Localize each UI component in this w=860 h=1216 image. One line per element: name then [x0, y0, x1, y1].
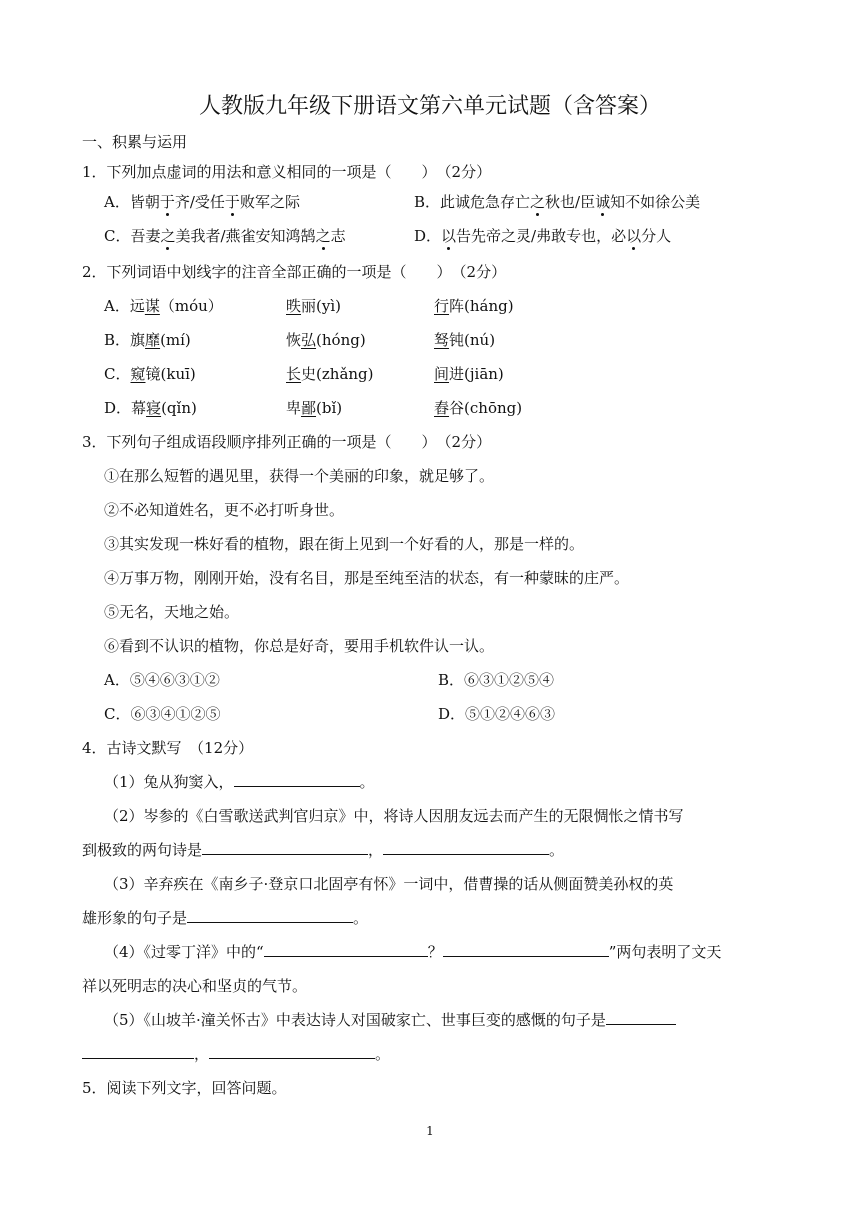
answer-blank[interactable] — [443, 942, 609, 957]
section-heading: 一、积累与运用 — [82, 133, 188, 151]
q2-a-word-3: 行阵(háng) — [434, 297, 514, 315]
question-1-stem: 1．下列加点虚词的用法和意义相同的一项是（ ） （2分） — [82, 163, 492, 181]
question-3-stem: 3．下列句子组成语段顺序排列正确的一项是（ ） （2分） — [82, 433, 492, 451]
q2-d-word-2: 卑鄙(bǐ) — [286, 399, 343, 417]
q2-c-word-2: 长史(zhǎng) — [286, 365, 374, 383]
q2-a-word-2: 昳丽(yì) — [286, 297, 342, 315]
q1-option-b: B．此诚危急存亡之秋也/臣诚知不如徐公美 — [414, 193, 701, 211]
q4-item-4-line-2: 祥以死明志的决心和坚贞的气节。 — [82, 977, 308, 995]
q1-option-d: D．以告先帝之灵/弗敢专也，必以分人 — [414, 227, 672, 245]
q2-option-a: A．远谋（móu） — [104, 297, 223, 315]
q4-item-4-line-1: （4）《过零丁洋》中的“ ？ ”两句表明了文天 — [104, 943, 722, 961]
q3-sentence-2: ②不必知道姓名，更不必打听身世。 — [104, 501, 345, 519]
q2-b-word-3: 驽钝(nú) — [434, 331, 496, 349]
q3-sentence-6: ⑥看到不认识的植物，你总是好奇，要用手机软件认一认。 — [104, 637, 495, 655]
question-2-stem: 2．下列词语中划线字的注音全部正确的一项是（ ） （2分） — [82, 263, 507, 281]
page-number: 1 — [426, 1124, 434, 1138]
q3-sentence-1: ①在那么短暂的遇见里，获得一个美丽的印象，就足够了。 — [104, 467, 495, 485]
q4-item-3-line-2: 雄形象的句子是 。 — [82, 909, 369, 927]
answer-blank[interactable] — [187, 908, 353, 923]
q4-item-2-line-1: （2）岑参的《白雪歌送武判官归京》中，将诗人因朋友远去而产生的无限惆怅之情书写 — [104, 807, 684, 825]
q1-option-c: C．吾妻之美我者/燕雀安知鸿鹄之志 — [104, 227, 346, 245]
q2-option-d: D．幕寝(qǐn) — [104, 399, 197, 417]
q4-item-5-line-1: （5）《山坡羊·潼关怀古》中表达诗人对国破家亡、世事巨变的感慨的句子是 — [104, 1010, 676, 1030]
q3-option-b: B．⑥③①②⑤④ — [438, 671, 555, 689]
answer-blank[interactable] — [82, 1044, 194, 1059]
question-5-stem: 5．阅读下列文字，回答问题。 — [82, 1079, 287, 1097]
q4-item-1: （1）兔从狗窦入， 。 — [104, 773, 375, 791]
answer-blank[interactable] — [209, 1044, 375, 1059]
question-4-stem: 4．古诗文默写 （12分） — [82, 739, 254, 757]
q2-d-word-3: 舂谷(chōng) — [434, 399, 523, 417]
q2-b-word-2: 恢弘(hóng) — [286, 331, 366, 349]
answer-blank[interactable] — [264, 942, 428, 957]
q4-item-2-line-2: 到极致的两句诗是 ， 。 — [82, 841, 565, 859]
answer-blank[interactable] — [606, 1010, 676, 1025]
q2-option-b: B．旗靡(mí) — [104, 331, 191, 349]
q4-item-3-line-1: （3）辛弃疾在《南乡子·登京口北固亭有怀》一词中，借曹操的话从侧面赞美孙权的英 — [104, 875, 674, 893]
q3-option-c: C．⑥③④①②⑤ — [104, 705, 221, 723]
answer-blank[interactable] — [383, 840, 549, 855]
answer-blank[interactable] — [234, 772, 360, 787]
q3-sentence-5: ⑤无名，天地之始。 — [104, 603, 240, 621]
q1-option-a: A．皆朝于齐/受任于败军之际 — [104, 193, 300, 211]
q3-sentence-3: ③其实发现一株好看的植物，跟在街上见到一个好看的人，那是一样的。 — [104, 535, 585, 553]
q3-option-d: D．⑤①②④⑥③ — [438, 705, 556, 723]
answer-blank[interactable] — [202, 840, 368, 855]
document-title: 人教版九年级下册语文第六单元试题（含答案） — [198, 94, 661, 119]
q2-c-word-3: 间进(jiān) — [434, 365, 504, 383]
q3-option-a: A．⑤④⑥③①② — [104, 671, 220, 689]
q3-sentence-4: ④万事万物，刚刚开始，没有名目，那是至纯至洁的状态，有一种蒙昧的庄严。 — [104, 569, 630, 587]
q4-item-5-line-2: ， 。 — [82, 1044, 390, 1064]
q2-option-c: C．窥镜(kuī) — [104, 365, 196, 383]
